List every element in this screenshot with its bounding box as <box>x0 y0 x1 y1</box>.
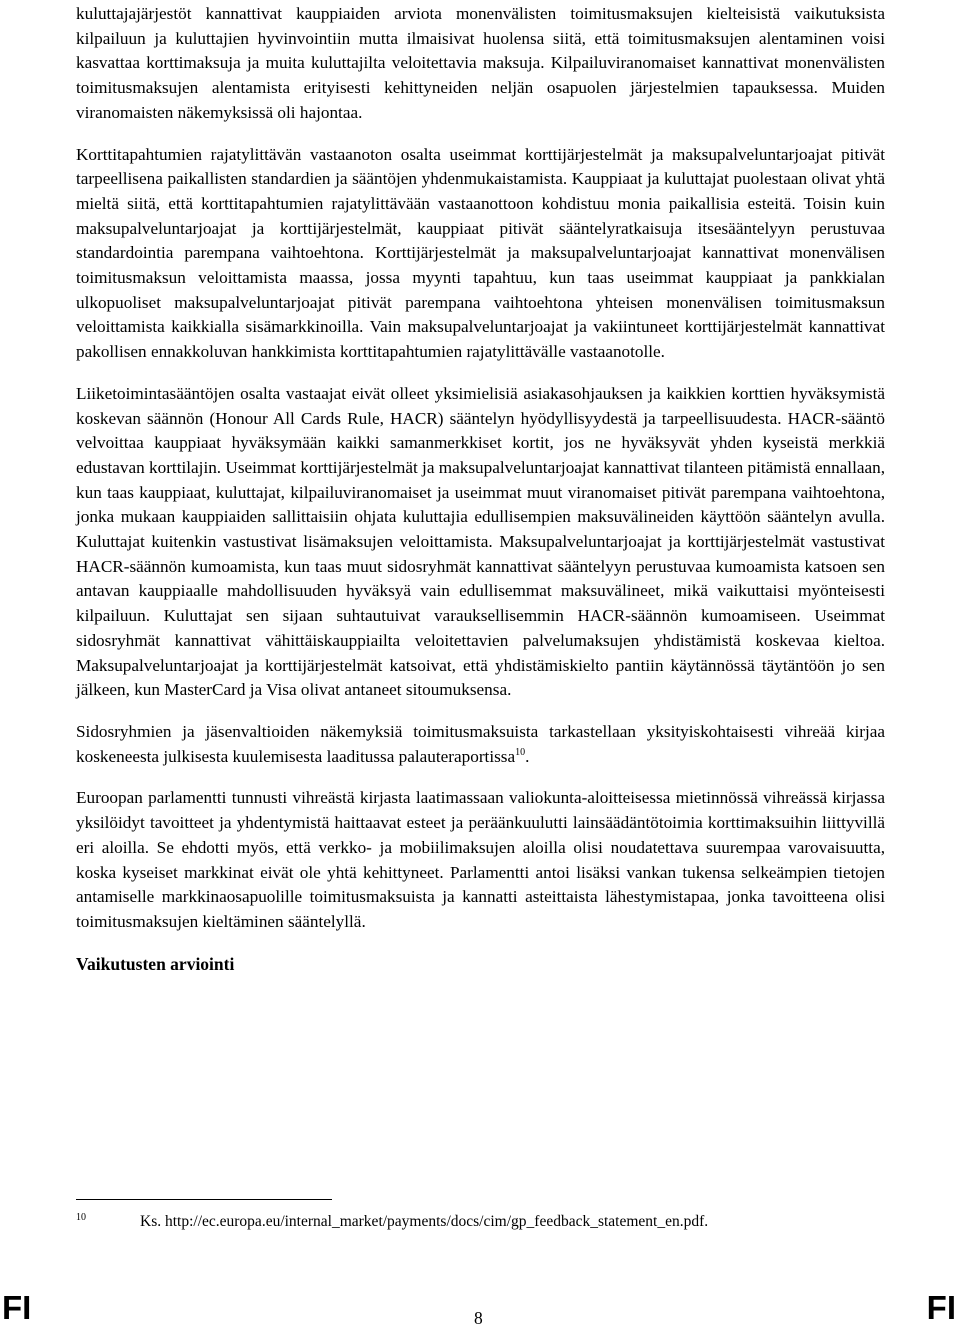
paragraph-european-parliament: Euroopan parlamentti tunnusti vihreästä kirjasta laatimassaan valiokunta-aloitteisessa mietinnössä vihreässä kirjassa yksilöidyt tavoitteet ja yhdentymistä haittaavat esteet ja peräänkuulutti lainsäädäntötoimia korttimaksuihin liittyvillä eri aloilla. Se ehdotti myös, että verkko- ja mobiilimaksujen aloilla olisi noudatettava suurempaa varovaisuutta, koska kyseiset markkinat eivät ole yhtä kehittyneet. Parlamentti antoi lisäksi vankan tukensa selkeämpien tietojen antamiselle markkinaosapuolille toimitusmaksuista ja kannatti asteittaista lähestymistapaa, jonka tavoitteena olisi toimitusmaksujen kieltäminen sääntelyllä. <box>76 788 885 931</box>
body-text <box>76 2 885 976</box>
footnote-text[interactable]: Ks. http://ec.europa.eu/internal_market/payments/docs/cim/gp_feedback_statement_en.pdf. <box>140 1213 709 1230</box>
paragraph-business-rules: Liiketoimintasääntöjen osalta vastaajat eivät olleet yksimielisiä asiakasohjauksen ja kaikkien korttien hyväksymistä koskevan säännön (Honour All Cards Rule, HACR) sääntelyn hyödyllisyydestä ja tarpeellisuudesta. HACR-sääntö velvoittaa kauppiaat hyväksymään kaikki samanmerkkiset kortit, jos ne hyväksyvät yhden kyseistä merkkiä edustavan korttilajin. Useimmat korttijärjestelmät ja maksupalveluntarjoajat kannattivat tilanteen pitämistä ennallaan, kun taas kauppiaat, kuluttajat, kilpailuviranomaiset ja useimmat muut viranomaiset pitivät parempana vaihtoehtona, jonka mukaan kauppiaiden sallittaisiin ohjata kuluttajia edullisempien maksuvälineiden käyttöön sääntelyn avulla. Kuluttajat kuitenkin vastustivat lisämaksujen veloittamista. Maksupalveluntarjoajat ja korttijärjestelmät vastustivat HACR-säännön kumoamista, kun taas muut sidosryhmät kannattivat sääntelyyn perustuvaa kumoamista katsoen sen antavan kauppiaalle mahdollisuuden hyväksyä vain edullisemmat maksuvälineet, mikä vaikuttaisi myönteisesti kilpailuun. Kuluttajat sen sijaan suhtautuivat varauksellisemmin HACR-säännön kumoamiseen. Useimmat sidosryhmät kannattivat vähittäiskauppiailta veloitettavien palvelumaksujen yhdistämistä koskevaa kieltoa. Maksupalveluntarjoajat ja korttijärjestelmät katsoivat, että yhdistämiskielto pantiin käytännössä täytäntöön jo sen jälkeen, kun MasterCard ja Visa olivat antaneet sitoumuksensa. <box>76 383 885 700</box>
paragraph-stakeholder-feedback <box>76 720 885 769</box>
footnote-divider <box>76 1199 332 1200</box>
language-code-left: FI <box>2 1289 32 1326</box>
paragraph-consultation-views: kuluttajajärjestöt kannattivat kauppiaiden arviota monenvälisten toimitusmaksujen kielteisistä vaikutuksista kilpailuun ja kuluttajien hyvinvointiin mutta ilmaisivat huolensa siitä, että toimitusmaksujen alentaminen voisi kasvattaa korttimaksuja ja muita kuluttajilta veloitettavia maksuja. Kilpailuviranomaiset kannattivat monenvälisten toimitusmaksujen alentamista erityisesti kehittyneiden neljän osapuolen järjestelmien tapauksessa. Muiden viranomaisten näkemyksissä oli hajontaa. <box>76 4 885 122</box>
page-number: 8 <box>474 1308 483 1328</box>
section-heading: Vaikutusten arviointi <box>76 953 235 974</box>
footnote-reference[interactable]: 10 <box>515 746 526 758</box>
paragraph-cross-border-acceptance: Korttitapahtumien rajatylittävän vastaanoton osalta useimmat korttijärjestelmät ja maksupalveluntarjoajat pitivät tarpeellisena paikallisten standardien ja sääntöjen yhdenmukaistamista. Kauppiaat ja kuluttajat puolestaan olivat yhtä mieltä siitä, että korttitapahtumien rajatylittävään vastaanottoon kohdistuu monia paikallisia esteitä. Toisin kuin maksupalveluntarjoajat ja korttijärjestelmät, kauppiaat pitivät sääntelyratkaisuja itsesääntelyyn perustuvaa standardointia parempana vaihtoehtona. Korttijärjestelmät ja maksupalveluntarjoajat kannattivat monenvälisen toimitusmaksun veloittamista maassa, jossa myynti tapahtuu, kun taas useimmat kauppiaat ja pankkialan ulkopuoliset maksupalveluntarjoajat pitivät parempana vaihtoehtona yhteisen monenvälisen toimitusmaksun veloittamista kaikkialla sisämarkkinoilla. Vain maksupalveluntarjoajat ja vakiintuneet korttijärjestelmät kannattivat pakollisen ennakkoluvan hankkimista korttitapahtumien rajatylittävälle vastaanotolle. <box>76 144 885 362</box>
language-code-right: FI <box>926 1289 956 1326</box>
stakeholder-text: Sidosryhmien ja jäsenvaltioiden näkemyksiä toimitusmaksuista tarkastellaan yksityiskohtaisesti vihreää kirjaa koskeneesta julkisesta kuulemisesta laaditussa palauteraportissa <box>76 721 885 766</box>
footnote-number: 10 <box>76 1212 86 1223</box>
stakeholder-tail: . <box>525 746 530 766</box>
